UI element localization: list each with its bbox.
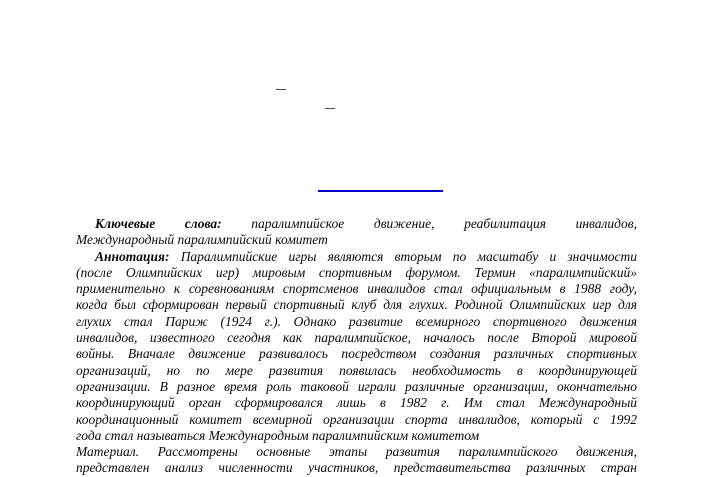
annotation-line-12 (76, 428, 637, 444)
annotation-text: организации. В разное время роль таковой играли различные организации, окончательно (76, 378, 637, 394)
annotation-line-7 (76, 346, 637, 362)
annotation-text: года стал называться Международным паралимпийским комитетом (76, 427, 480, 443)
annotation-text: инвалидов, известного сегодня как паралимпийское, началось после Второй мировой (76, 330, 637, 346)
annotation-line-8 (76, 363, 637, 379)
material-text: Материал. Рассмотрены основные этапы развития паралимпийского движения, (76, 444, 637, 460)
hyperlink-underline[interactable] (318, 190, 443, 192)
title-dash-2: – (325, 96, 335, 118)
annotation-text: применительно к соревнованиям спортсменов инвалидов стал официальным в 1988 году, (76, 281, 637, 297)
annotation-line-9 (76, 379, 637, 395)
keywords-text: паралимпийское движение, реабилитация инвалидов, (251, 216, 637, 231)
keywords-label: Ключевые слова: (95, 216, 252, 231)
annotation-line-6 (76, 330, 637, 346)
annotation-line-2 (76, 265, 637, 281)
annotation-line-11 (76, 412, 637, 428)
annotation-text: (после Олимпийских игр) мировым спортивным форумом. Термин «паралимпийский» (76, 264, 637, 280)
annotation-text: глухих стал Париж (1924 г.). Однако развитие всемирного спортивного движения (76, 313, 637, 329)
keywords-text-cont: Международный паралимпийский комитет (76, 232, 328, 248)
annotation-label: Аннотация: (95, 248, 181, 264)
abstract-text-block (76, 216, 637, 477)
annotation-line-1 (76, 249, 637, 265)
material-line-2 (76, 460, 637, 476)
keywords-line-1 (76, 216, 637, 232)
keywords-line-2 (76, 232, 637, 248)
annotation-line-10 (76, 395, 637, 411)
annotation-text: координирующий орган сформировался лишь в 1982 г. Им стал Международный (76, 395, 637, 411)
annotation-text: Паралимпийские игры являются вторым по масштабу и значимости (180, 248, 638, 264)
material-line-1 (76, 444, 637, 460)
annotation-text: войны. Вначале движение развивалось посредством создания различных спортивных (76, 346, 637, 362)
annotation-text: организаций, но по мере развития появилась необходимость в координирующей (76, 362, 637, 378)
annotation-text: когда был сформирован первый спортивный клуб для глухих. Родиной Олимпийских игр для (76, 297, 637, 313)
annotation-line-3 (76, 281, 637, 297)
title-dash-1: – (276, 77, 286, 99)
annotation-line-5 (76, 314, 637, 330)
material-text: представлен анализ численности участников, представительства различных стран (76, 460, 637, 476)
annotation-text: координационный комитет всемирной организации спорта инвалидов, который с 1992 (76, 411, 637, 427)
annotation-line-4 (76, 297, 637, 313)
